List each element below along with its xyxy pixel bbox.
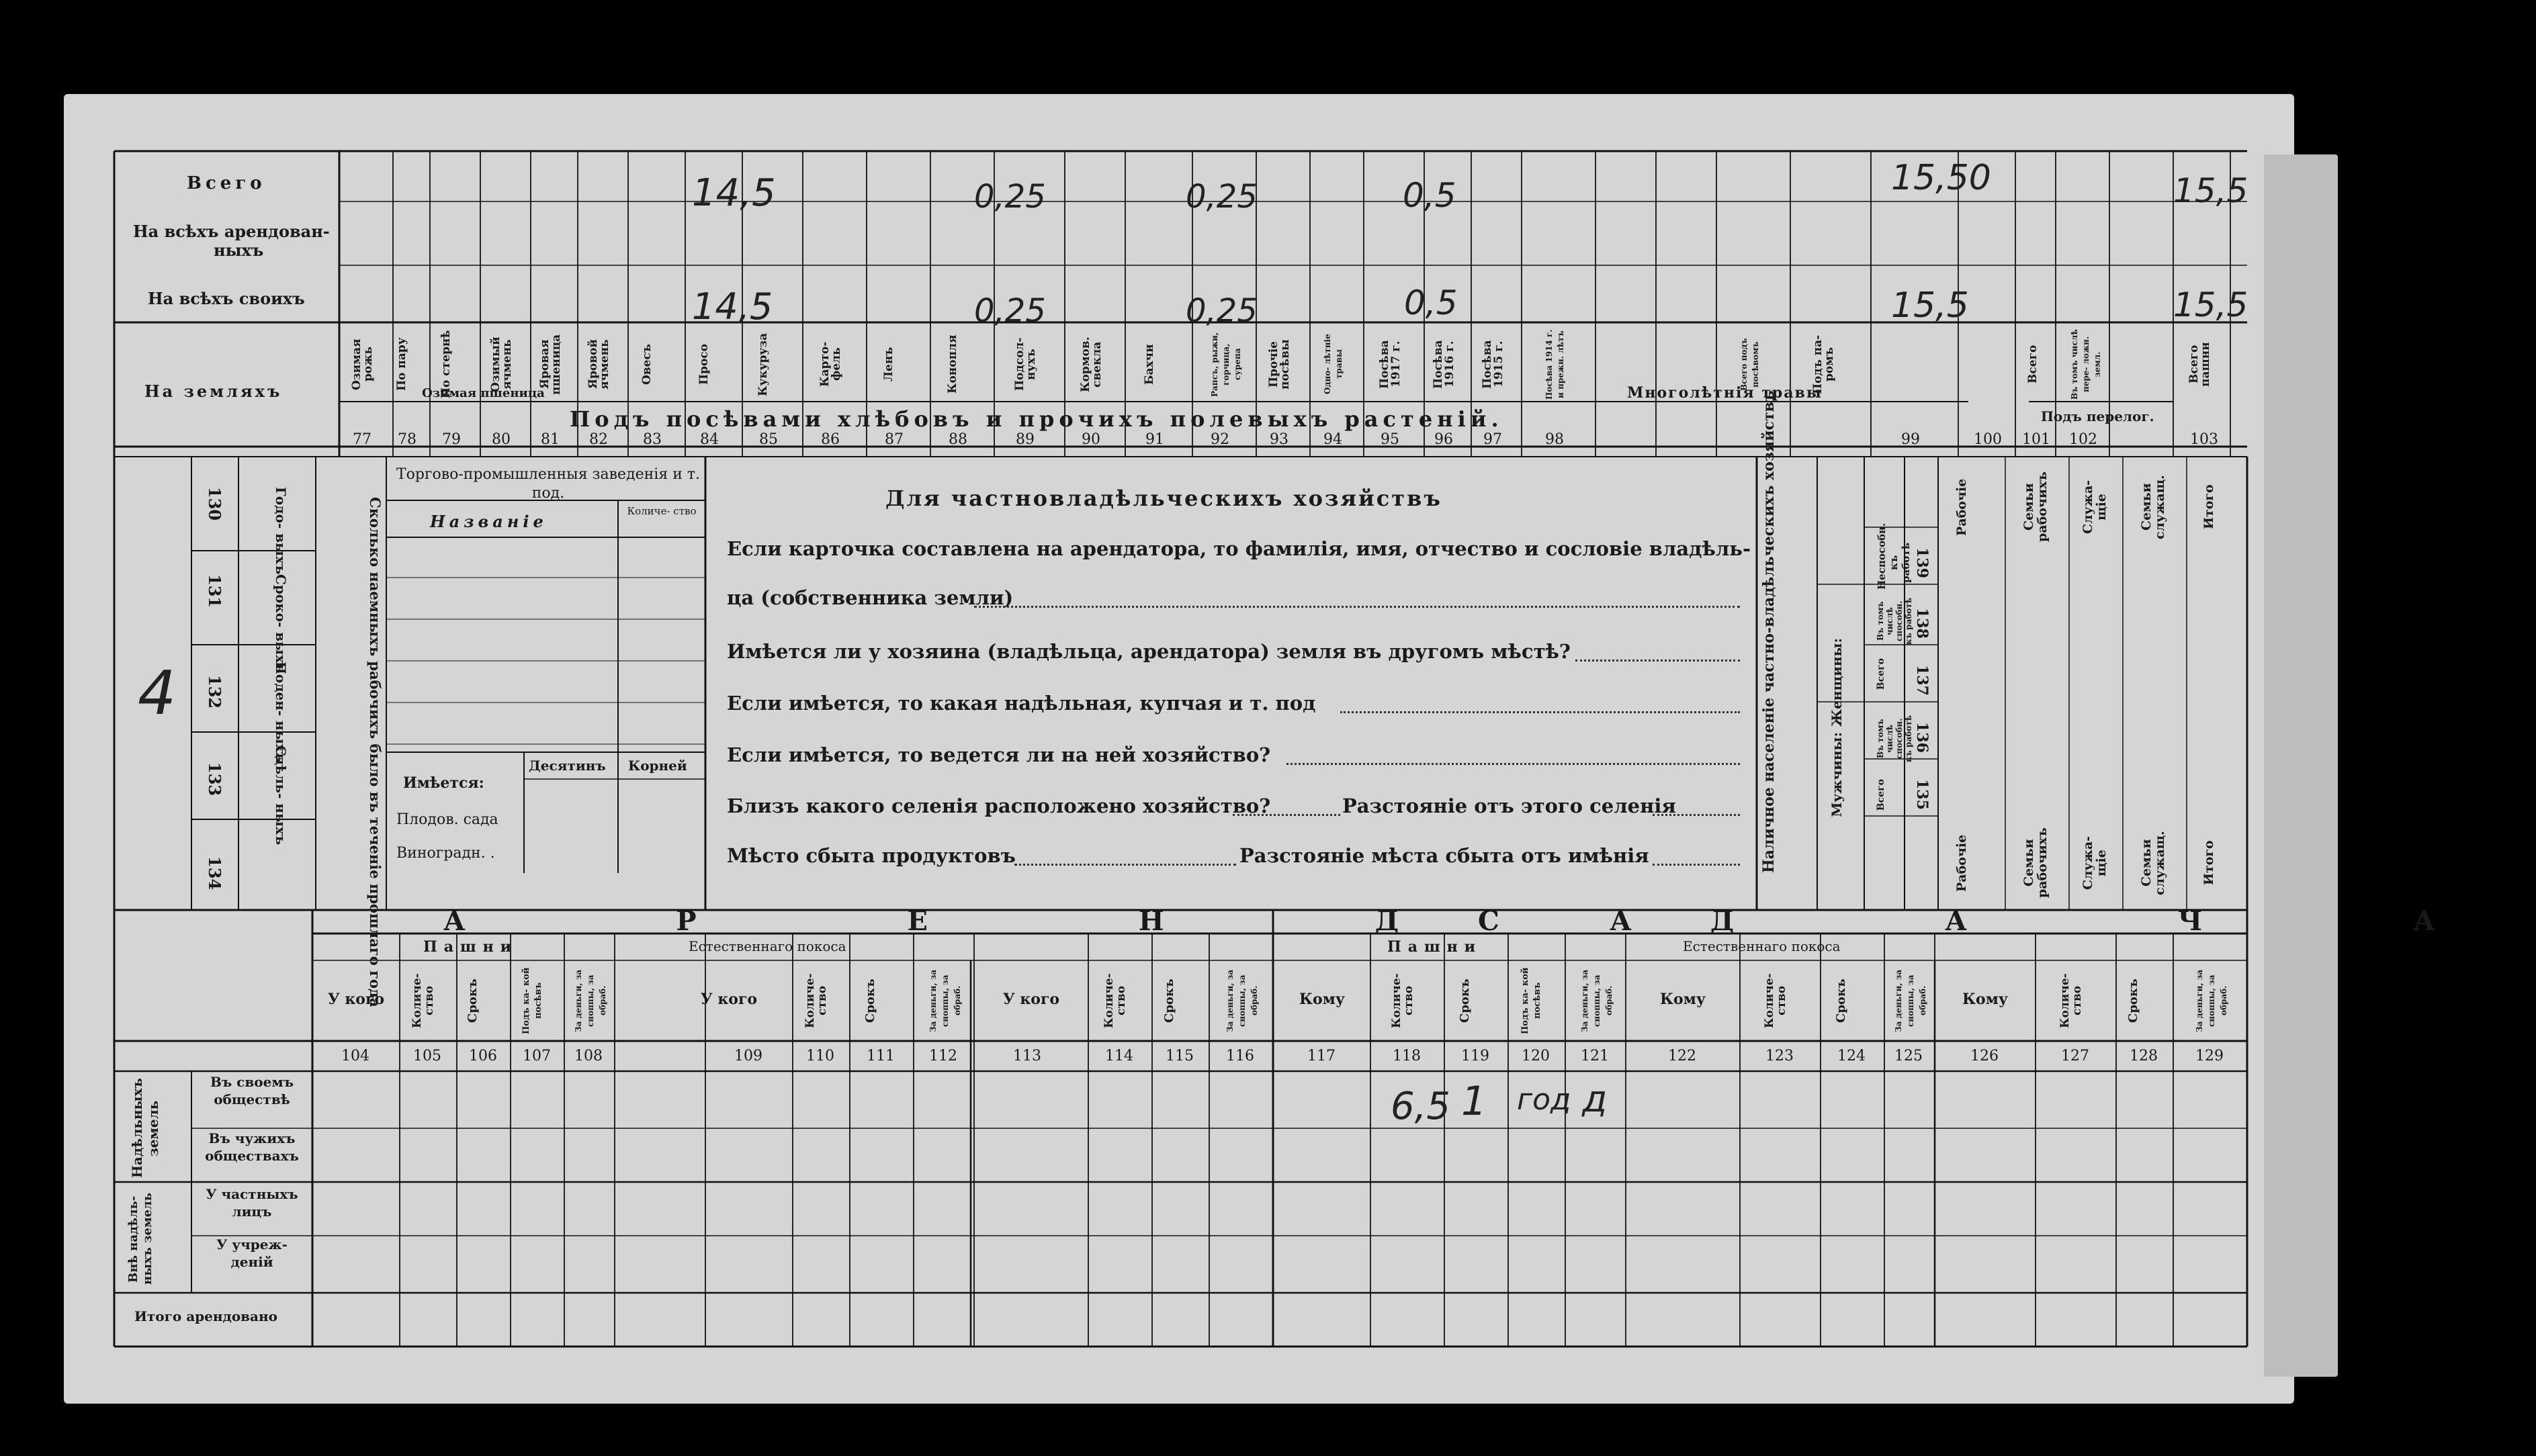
- top-col-num-98: 98: [1545, 431, 1564, 448]
- row-svoem: Въ своемъ обществѣ: [210, 1074, 294, 1107]
- row-label-arendovannykh: На всѣхъ арендован-: [133, 222, 330, 241]
- top-col-num-86: 86: [821, 431, 840, 448]
- trade-imeetsya: Имѣется:: [403, 774, 484, 792]
- pop-col-2-top: Служа- щіе: [2081, 480, 2109, 535]
- lease-col-num-104: 104: [341, 1048, 369, 1064]
- private-line-3: Имѣется ли у хозяина (владѣльца, арендатора) земля въ другомъ мѣстѣ?: [727, 640, 1571, 663]
- crop-header-21: Посѣва 1914 г. и прежн. лѣтъ: [1544, 329, 1565, 400]
- label-sdelnykh: Сдѣль- ныхъ: [273, 745, 289, 846]
- hw-svoikh-pashni: 15,5: [2173, 285, 2248, 324]
- pop-col-4-top: Итого: [2201, 484, 2216, 530]
- pod-posevami-title: Подъ посѣвами хлѣбовъ и прочихъ полевыхъ растеній.: [570, 406, 1503, 432]
- crop-header-5: Яровой ячмень: [586, 339, 611, 390]
- trade-qty-header: Количе- ство: [627, 505, 697, 517]
- top-col-num-89: 89: [1016, 431, 1035, 448]
- crop-header-0: Озимая рожь: [350, 338, 375, 390]
- farming-there-field[interactable]: [1286, 763, 1740, 765]
- hw-vsego-pashni: 15,5: [2173, 171, 2248, 210]
- pop-col-3-bot: Семьи служащ.: [2139, 831, 2167, 895]
- sdacha-za-dengi-2: За деньги, за сноппы, за обраб.: [1894, 969, 1927, 1032]
- lease-col-num-107: 107: [523, 1048, 551, 1064]
- lease-col-num-128: 128: [2130, 1048, 2158, 1064]
- row-itogo: Итого арендовано: [134, 1308, 277, 1324]
- lease-col-num-123: 123: [1765, 1048, 1794, 1064]
- row-chastnykh: У частныхъ лицъ: [206, 1186, 298, 1220]
- village-field[interactable]: [1233, 814, 1340, 816]
- crop-header-3: Озимый ячмень: [489, 336, 514, 392]
- arenda-pokos: Естественнаго покоса: [689, 938, 846, 954]
- lease-col-num-111: 111: [867, 1048, 895, 1064]
- pod-perelog-label: Подъ перелог.: [2041, 408, 2154, 424]
- private-line-9: Разстояніе мѣста сбыта отъ имѣнія: [1239, 844, 1649, 867]
- arenda-srok-3: Срокъ: [1162, 979, 1176, 1023]
- top-col-num-81: 81: [541, 431, 560, 448]
- sdacha-kol-3: Количе- ство: [2058, 973, 2084, 1028]
- private-line-8: Мѣсто сбыта продуктовъ: [727, 844, 1016, 867]
- crop-header-17: Одно- лѣтніе травы: [1323, 334, 1344, 395]
- row-label-vsego: Всего: [187, 173, 266, 193]
- crop-header-11: Конопля: [946, 334, 959, 394]
- hw-svoikh-total: 15,5: [1891, 285, 1969, 326]
- pop-label-men-vsego: Всего: [1876, 779, 1886, 811]
- crop-header-14: Бахчи: [1143, 344, 1156, 385]
- lease-col-num-118: 118: [1393, 1048, 1421, 1064]
- lease-col-num-110: 110: [806, 1048, 834, 1064]
- pop-label-men-sposobn: Въ томъ числѣ способн. къ работѣ: [1876, 715, 1913, 763]
- lease-col-num-127: 127: [2061, 1048, 2089, 1064]
- num-138: 138: [1913, 608, 1931, 639]
- sdacha-za-dengi-1: За деньги, за сноппы, за обраб.: [1580, 969, 1614, 1032]
- top-col-num-103: 103: [2190, 431, 2218, 448]
- hw-vsego-yarovoy: 14,5: [692, 171, 776, 215]
- pop-label-nesposobn: Неспособн. къ работѣ: [1876, 522, 1912, 590]
- top-col-num-102: 102: [2069, 431, 2097, 448]
- pop-col-4-bot: Итого: [2201, 840, 2216, 886]
- lease-col-num-117: 117: [1307, 1048, 1336, 1064]
- other-land-field[interactable]: [1575, 659, 1740, 662]
- village-distance-field[interactable]: [1653, 814, 1740, 816]
- lease-col-num-116: 116: [1226, 1048, 1254, 1064]
- row-label-arendovannykh-2: ныхъ: [214, 240, 264, 260]
- hw-vsego-total: 15,50: [1891, 158, 1991, 198]
- top-col-num-82: 82: [589, 431, 608, 448]
- top-col-num-100: 100: [1974, 431, 2002, 448]
- arenda-za-dengi-2: За деньги, за сноппы, за обраб.: [928, 969, 962, 1032]
- label-podennykh: Поден- ныхъ: [273, 662, 289, 763]
- pop-label-women-sposobn: Въ томъ числѣ способн. къ работѣ: [1876, 597, 1913, 645]
- top-col-num-83: 83: [643, 431, 662, 448]
- top-col-num-77: 77: [353, 431, 371, 448]
- top-col-num-90: 90: [1082, 431, 1100, 448]
- crop-header-2: По стернѣ: [439, 330, 453, 399]
- hw-margin-mark: 4: [138, 658, 177, 729]
- pop-col-3-top: Семьи служащ.: [2139, 475, 2167, 539]
- lease-col-num-124: 124: [1837, 1048, 1866, 1064]
- num-131: 131: [205, 574, 224, 608]
- top-col-num-78: 78: [398, 431, 417, 448]
- num-135: 135: [1913, 779, 1931, 810]
- crop-header-18: Посѣва 1917 г.: [1378, 340, 1403, 389]
- hw-sdacha-dengi: д: [1582, 1078, 1608, 1120]
- lease-col-num-106: 106: [469, 1048, 497, 1064]
- sdacha-komu-3: Кому: [1962, 991, 2008, 1008]
- sdacha-komu-1: Кому: [1299, 991, 1345, 1008]
- lease-col-num-121: 121: [1581, 1048, 1609, 1064]
- top-col-num-87: 87: [885, 431, 904, 448]
- crop-header-13: Кормов. свекла: [1079, 336, 1104, 392]
- lease-col-num-125: 125: [1894, 1048, 1923, 1064]
- pop-label-women-vsego: Всего: [1876, 658, 1886, 690]
- crop-header-9: Карто- фель: [818, 341, 843, 388]
- hw-sdacha-srok: 1: [1461, 1078, 1487, 1125]
- arenda-kol-3: Количе- ство: [1102, 973, 1128, 1028]
- hw-svoikh-raps: 0,5: [1404, 283, 1458, 322]
- ozimaya-pshenitsa-label: Озимая пшеница: [422, 386, 545, 400]
- arenda-kol-1: Количе- ство: [410, 973, 436, 1028]
- crop-header-12: Подсол- нухъ: [1013, 337, 1038, 392]
- trade-plodov: Плодов. сада: [396, 811, 498, 828]
- num-134: 134: [205, 856, 224, 891]
- top-col-num-85: 85: [759, 431, 778, 448]
- top-col-num-88: 88: [949, 431, 967, 448]
- arenda-u-kogo-1: У кого: [327, 991, 385, 1008]
- label-srokovykh: Сроко- выхъ: [273, 574, 289, 674]
- lease-col-num-129: 129: [2195, 1048, 2224, 1064]
- lease-col-num-105: 105: [413, 1048, 441, 1064]
- lease-col-num-120: 120: [1522, 1048, 1550, 1064]
- arenda-srok-2: Срокъ: [863, 979, 877, 1023]
- hw-sdacha-kolichestvo: 6,5: [1391, 1085, 1451, 1128]
- private-line-5: Если имѣется, то ведется ли на ней хозяйство?: [727, 743, 1271, 766]
- crop-header-24: Всего: [2026, 345, 2040, 384]
- num-133: 133: [205, 762, 224, 797]
- hw-vsego-raps: 0,5: [1403, 176, 1456, 215]
- arenda-u-kogo-3: У кого: [1002, 991, 1060, 1008]
- row-label-svoikh: На всѣхъ своихъ: [148, 289, 305, 308]
- pop-col-0-bot: Рабочіе: [1954, 834, 1969, 892]
- pop-col-1-bot: Семьи рабочихъ: [2021, 827, 2050, 899]
- arenda-pod-kakoi: Подъ ка- кой посѣвъ: [521, 967, 543, 1034]
- mnogoletnie-label: Многолѣтнія травы: [1627, 384, 1823, 402]
- arenda-u-kogo-2: У кого: [700, 991, 758, 1008]
- lease-col-num-126: 126: [1970, 1048, 1999, 1064]
- crop-header-1: По пару: [395, 337, 408, 392]
- arenda-kol-2: Количе- ство: [803, 973, 829, 1028]
- arenda-za-dengi-3: За деньги, за сноппы, за обраб.: [1225, 969, 1259, 1032]
- pop-col-1-top: Семьи рабочихъ: [2021, 471, 2050, 543]
- top-col-num-95: 95: [1381, 431, 1399, 448]
- arenda-za-dengi-1: За деньги, за сноппы, за обраб.: [574, 969, 607, 1032]
- trade-vinogr: Виноградн. .: [396, 845, 495, 862]
- num-136: 136: [1913, 722, 1931, 753]
- label-godovykh: Годо- выхъ: [273, 487, 289, 575]
- num-132: 132: [205, 675, 224, 709]
- sdacha-pokos: Естественнаго покоса: [1683, 938, 1841, 954]
- top-col-num-92: 92: [1211, 431, 1229, 448]
- lease-col-num-109: 109: [734, 1048, 762, 1064]
- crop-header-15: Рапсъ, рыжи, горчица, сурепа: [1210, 332, 1242, 397]
- market-field[interactable]: [1014, 864, 1236, 866]
- lease-col-num-114: 114: [1105, 1048, 1133, 1064]
- row-chuzhikh: Въ чужихъ обществахъ: [205, 1130, 299, 1164]
- crop-header-10: Ленъ: [882, 347, 895, 382]
- hw-svoikh-yarovoy: 14,5: [692, 285, 773, 328]
- women-label: Женщины:: [1829, 638, 1845, 727]
- workers-question: Сколько наемныхъ рабочихъ было въ теченіе прошлаго года: [367, 497, 384, 1007]
- pop-col-2-bot: Служа- щіе: [2081, 835, 2109, 891]
- lease-col-num-112: 112: [929, 1048, 957, 1064]
- crop-header-16: Прочіе посѣвы: [1267, 339, 1292, 390]
- trade-name-header: Названіе: [430, 512, 548, 531]
- hw-svoikh-kartofel: 0,25: [974, 292, 1046, 330]
- top-col-num-96: 96: [1434, 431, 1453, 448]
- market-distance-field[interactable]: [1653, 864, 1740, 866]
- crop-header-26: Всего пашни: [2187, 342, 2212, 387]
- top-col-num-101: 101: [2022, 431, 2050, 448]
- hw-vsego-podsolnukh: 0,25: [1186, 178, 1258, 216]
- arenda-pashni: Пашни: [423, 938, 519, 956]
- private-line-4: Если имѣется, то какая надѣльная, купчая и т. под: [727, 692, 1316, 715]
- sdacha-pashni: Пашни: [1387, 938, 1483, 956]
- private-line-1: Если карточка составлена на арендатора, то фамилія, имя, отчество и сословіе владѣль-: [727, 537, 1751, 560]
- men-label: Мужчины:: [1829, 732, 1845, 817]
- crop-header-19: Посѣва 1916 г.: [1432, 340, 1456, 389]
- trade-desyatin: Десятинъ: [529, 758, 606, 774]
- top-col-num-99: 99: [1901, 431, 1920, 448]
- pop-col-0-top: Рабочіе: [1954, 478, 1969, 536]
- num-130: 130: [205, 487, 224, 521]
- hw-svoikh-podsolnukh: 0,25: [1186, 292, 1258, 330]
- lease-col-num-108: 108: [574, 1048, 603, 1064]
- sdacha-za-dengi-3: За деньги, за сноппы, за обраб.: [2195, 969, 2228, 1032]
- crop-header-6: Овесъ: [640, 344, 654, 385]
- num-139: 139: [1913, 547, 1931, 578]
- owner-name-field[interactable]: [974, 606, 1740, 608]
- row-uchrezhdenii: У учреж- деній: [216, 1236, 288, 1270]
- top-col-num-91: 91: [1145, 431, 1164, 448]
- vne-nadelnykh-label: Внѣ надѣль- ныхъ земель: [126, 1193, 155, 1285]
- trade-kornei: Корней: [628, 758, 687, 774]
- num-137: 137: [1913, 665, 1931, 696]
- population-title: Наличное населеніе частно-владѣльческихъ хозяйствъ: [1760, 390, 1778, 873]
- sdacha-kol-1: Количе- ство: [1390, 973, 1415, 1028]
- top-col-num-80: 80: [492, 431, 511, 448]
- lease-col-num-115: 115: [1166, 1048, 1194, 1064]
- lease-col-num-122: 122: [1668, 1048, 1696, 1064]
- top-col-num-97: 97: [1483, 431, 1502, 448]
- private-line-7: Разстояніе отъ этого селенія: [1342, 794, 1676, 817]
- sdacha-title: С Д А Ч А: [1478, 905, 2536, 937]
- top-col-num-94: 94: [1323, 431, 1342, 448]
- row-label-na-zemlyakh: На земляхъ: [144, 381, 283, 401]
- crop-header-7: Просо: [697, 344, 711, 385]
- crop-header-4: Яровая пшеница: [538, 334, 563, 395]
- arenda-srok-1: Срокъ: [466, 979, 480, 1023]
- sdacha-pod-kakoi: Подъ ка- кой посѣвъ: [1520, 967, 1542, 1034]
- crop-header-23: Подъ па- ромъ: [1811, 334, 1836, 394]
- nadelnykh-label: Надѣльныхъ земель: [129, 1078, 161, 1179]
- lease-col-num-113: 113: [1013, 1048, 1041, 1064]
- top-col-num-93: 93: [1270, 431, 1288, 448]
- crop-header-22: Всего подъ посѣвомъ: [1739, 338, 1760, 391]
- sdacha-srok-1: Срокъ: [1458, 979, 1472, 1023]
- sdacha-komu-2: Кому: [1660, 991, 1706, 1008]
- arenda-title: А Р Е Н Д А: [443, 905, 1733, 937]
- crop-header-25: Въ томъ числѣ пере- ложн. земл.: [2070, 329, 2102, 400]
- crop-header-8: Кукуруза: [756, 332, 770, 396]
- top-col-num-84: 84: [700, 431, 719, 448]
- land-type-field[interactable]: [1340, 711, 1740, 713]
- lease-col-num-119: 119: [1461, 1048, 1489, 1064]
- hw-vsego-kartofel: 0,25: [974, 178, 1046, 216]
- trade-title: Торгово-промышленныя заведенія и т. под.: [396, 466, 701, 502]
- private-title: Для частновладѣльческихъ хозяйствъ: [885, 486, 1442, 511]
- sdacha-srok-3: Срокъ: [2126, 979, 2140, 1023]
- private-line-2: ца (собственника земли): [727, 586, 1014, 609]
- hw-sdacha-posev: год: [1517, 1083, 1571, 1117]
- private-line-6: Близъ какого селенія расположено хозяйство?: [727, 794, 1271, 817]
- sdacha-srok-2: Срокъ: [1834, 979, 1848, 1023]
- sdacha-kol-2: Количе- ство: [1763, 973, 1788, 1028]
- top-col-num-79: 79: [442, 431, 461, 448]
- crop-header-20: Посѣва 1915 г.: [1481, 340, 1505, 389]
